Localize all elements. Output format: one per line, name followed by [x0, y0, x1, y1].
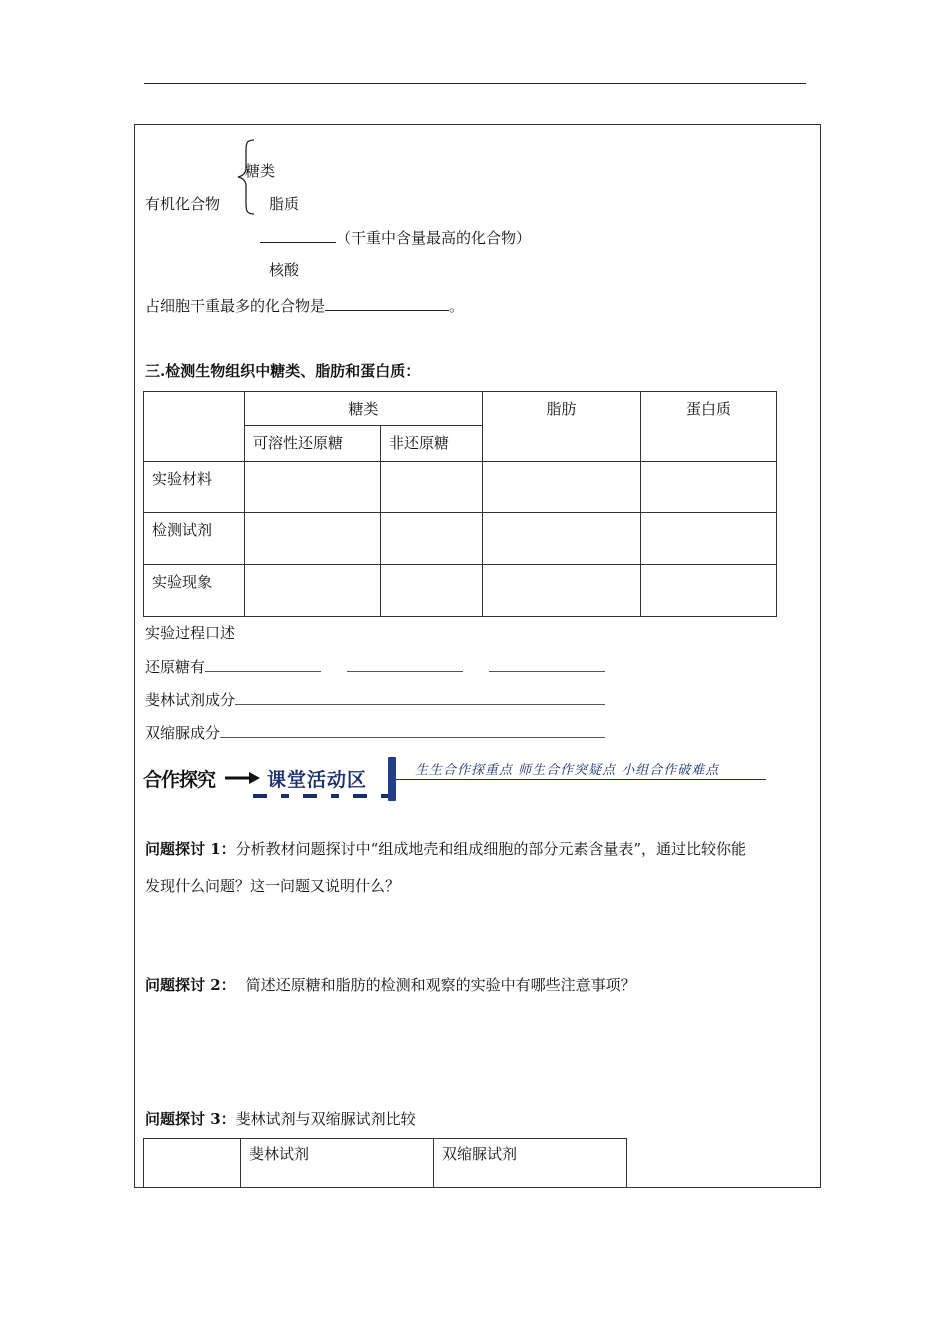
answer-blank[interactable] [235, 690, 605, 705]
oral-title: 实验过程口述 [145, 624, 236, 642]
row-label-phenomenon: 实验现象 [152, 573, 213, 591]
organic-compound-label: 有机化合物 [145, 195, 221, 213]
table-cell[interactable] [245, 565, 381, 617]
header-sugar: 糖类 [348, 400, 379, 418]
most-dry-weight-row [145, 296, 464, 315]
banner-title: 课堂活动区 [267, 769, 368, 791]
question-1 [145, 840, 746, 858]
fehling-row [145, 690, 605, 709]
sub-non-cell [381, 426, 483, 462]
table-cell[interactable] [381, 513, 483, 565]
detection-table [143, 391, 777, 617]
question-1-text: 分析教材问题探讨中“组成地壳和组成细胞的部分元素含量表”，通过比较你能 [235, 840, 747, 858]
compare-col-biuret: 双缩脲试剂 [442, 1145, 518, 1163]
brace-item-lipid: 脂质 [269, 195, 300, 213]
table-cell[interactable] [483, 513, 641, 565]
brace-item-nucleic-acid: 核酸 [269, 261, 300, 279]
table-corner-cell [144, 1139, 241, 1188]
question-2 [145, 976, 636, 994]
table-row [144, 513, 777, 565]
table-cell[interactable] [641, 462, 777, 513]
table-cell[interactable] [245, 513, 381, 565]
banner-motto: 生生合作探重点 师生合作突疑点 小组合作破难点 [415, 763, 720, 778]
question-2-text: 简述还原糖和脂肪的检测和观察的实验中有哪些注意事项？ [245, 976, 636, 994]
sub-soluble-cell [245, 426, 381, 462]
header-sugar-cell [245, 392, 483, 426]
table-corner-cell [144, 392, 245, 462]
question-3-text: 斐林试剂与双缩脲试剂比较 [235, 1110, 416, 1128]
question-2-label: 问题探讨 2： [145, 976, 236, 994]
reagent-compare-table [143, 1138, 627, 1188]
answer-blank[interactable] [489, 657, 605, 672]
header-rule [144, 83, 806, 84]
content-frame [134, 124, 821, 1188]
biuret-label: 双缩脲成分 [145, 724, 221, 742]
header-protein: 蛋白质 [685, 400, 731, 418]
row-label-reagent: 检测试剂 [152, 521, 213, 539]
table-cell[interactable] [483, 462, 641, 513]
banner-line [396, 779, 766, 780]
classroom-activity-banner [143, 757, 768, 805]
protein-blank-row [260, 228, 531, 247]
section3-heading: 三.检测生物组织中糖类、脂肪和蛋白质： [145, 362, 421, 380]
header-fat: 脂肪 [546, 400, 577, 418]
compare-col-fehling-cell [241, 1139, 434, 1188]
arrow-right-icon [225, 771, 261, 785]
most-dry-weight-text: 占细胞干重最多的化合物是 [145, 297, 326, 315]
sub-non: 非还原糖 [389, 434, 450, 452]
table-row [144, 565, 777, 617]
banner-bar [388, 757, 396, 801]
answer-blank[interactable] [220, 723, 605, 738]
answer-blank[interactable] [260, 228, 336, 243]
reducing-sugar-row [145, 657, 605, 676]
sub-soluble: 可溶性还原糖 [253, 434, 344, 452]
header-fat-cell [483, 392, 641, 462]
compare-col-biuret-cell [434, 1139, 627, 1188]
period: 。 [449, 297, 465, 315]
table-cell[interactable] [381, 565, 483, 617]
table-cell[interactable] [641, 513, 777, 565]
table-row [144, 1139, 627, 1188]
table-cell[interactable] [245, 462, 381, 513]
row-label-material: 实验材料 [152, 470, 213, 488]
answer-blank[interactable] [347, 657, 463, 672]
table-cell[interactable] [381, 462, 483, 513]
question-1-text-line2: 发现什么问题？这一问题又说明什么？ [145, 877, 401, 895]
question-3 [145, 1110, 416, 1128]
reducing-sugar-label: 还原糖有 [145, 658, 206, 676]
banner-logo: 合作探究 [143, 769, 216, 791]
fehling-label: 斐林试剂成分 [145, 691, 236, 709]
dash-decoration [253, 793, 393, 799]
question-1-label: 问题探讨 1： [145, 840, 236, 858]
dry-weight-note: （干重中含量最高的化合物） [336, 229, 532, 247]
compare-col-fehling: 斐林试剂 [249, 1145, 310, 1163]
question-3-label: 问题探讨 3： [145, 1110, 236, 1128]
table-row [144, 462, 777, 513]
table-cell[interactable] [641, 565, 777, 617]
brace-item-sugar: 糖类 [245, 162, 276, 180]
biuret-row [145, 723, 605, 742]
header-protein-cell [641, 392, 777, 462]
answer-blank[interactable] [325, 296, 449, 311]
table-cell[interactable] [483, 565, 641, 617]
answer-blank[interactable] [205, 657, 321, 672]
